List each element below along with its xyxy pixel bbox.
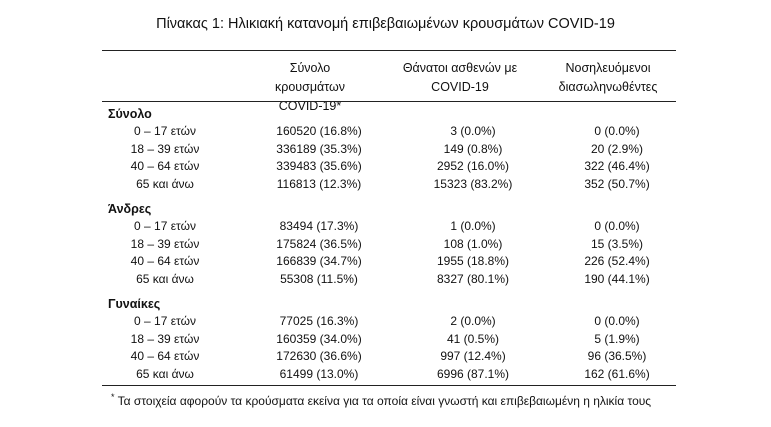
group-total — [108, 106, 676, 193]
column-header-line: COVID-19* — [278, 99, 342, 113]
table-row — [108, 366, 676, 384]
footnote-marker: * — [111, 392, 115, 402]
age-label: 40 – 64 ετών — [130, 254, 200, 269]
table-row — [108, 236, 676, 254]
table-row — [108, 218, 676, 236]
age-label: 0 – 17 ετών — [134, 219, 196, 233]
age-label: 40 – 64 ετών — [130, 349, 200, 364]
intubated-cell: 15 (3.5%) — [590, 236, 644, 251]
intubated-cell: 96 (36.5%) — [587, 349, 647, 364]
intubated-cell: 0 (0.0%) — [594, 124, 640, 138]
age-label: 40 – 64 ετών — [130, 159, 200, 174]
deaths-cell: 997 (12.4%) — [440, 349, 506, 364]
deaths-cell: 41 (0.5%) — [446, 331, 500, 346]
table-row — [108, 176, 676, 194]
cases-cell: 160359 (34.0%) — [276, 331, 362, 346]
table-row — [108, 123, 676, 141]
table-row — [108, 331, 676, 349]
table-bottom-rule — [102, 385, 676, 386]
column-header-line: Θάνατοι ασθενών με — [402, 61, 518, 75]
group-title: Γυναίκες — [108, 297, 161, 311]
cases-cell: 336189 (35.3%) — [276, 141, 362, 156]
deaths-cell: 2952 (16.0%) — [436, 159, 510, 174]
cases-cell: 61499 (13.0%) — [279, 366, 359, 381]
deaths-cell: 1 (0.0%) — [450, 219, 496, 233]
intubated-cell: 226 (52.4%) — [584, 254, 650, 269]
table-title: Πίνακας 1: Ηλικιακή κατανομή επιβεβαιωμένων κρουσμάτων COVID-19 — [156, 16, 615, 32]
table-row — [108, 158, 676, 176]
age-label: 0 – 17 ετών — [134, 314, 196, 328]
cases-cell: 339483 (35.6%) — [276, 159, 362, 174]
cases-cell: 160520 (16.8%) — [276, 124, 362, 138]
column-header-line: διασωληνωθέντες — [558, 80, 658, 94]
deaths-cell: 1955 (18.8%) — [436, 254, 510, 269]
intubated-cell: 190 (44.1%) — [584, 271, 650, 286]
age-label: 18 – 39 ετών — [130, 236, 200, 251]
deaths-cell: 149 (0.8%) — [443, 141, 503, 156]
column-header-line: COVID-19 — [431, 80, 489, 94]
group-men — [108, 201, 676, 288]
age-label: 65 και άνω — [136, 366, 194, 381]
age-label: 18 – 39 ετών — [130, 331, 200, 346]
deaths-cell: 6996 (87.1%) — [436, 366, 510, 381]
column-header-intubated — [548, 59, 668, 97]
age-label: 18 – 39 ετών — [130, 141, 200, 156]
column-header-deaths — [395, 59, 525, 97]
table-row — [108, 271, 676, 289]
deaths-cell: 2 (0.0%) — [450, 314, 496, 328]
intubated-cell: 20 (2.9%) — [590, 141, 644, 156]
cases-cell: 166839 (34.7%) — [276, 254, 362, 269]
intubated-cell: 322 (46.4%) — [584, 159, 650, 174]
cases-cell: 83494 (17.3%) — [279, 219, 359, 233]
column-header-line: Νοσηλευόμενοι — [565, 61, 651, 75]
age-label: 65 και άνω — [136, 271, 194, 286]
footnote — [111, 392, 651, 408]
age-label: 65 και άνω — [136, 176, 194, 191]
age-label: 0 – 17 ετών — [134, 124, 196, 138]
group-title: Άνδρες — [108, 202, 152, 216]
deaths-cell: 15323 (83.2%) — [433, 176, 513, 191]
intubated-cell: 5 (1.9%) — [594, 331, 640, 346]
cases-cell: 175824 (36.5%) — [276, 236, 362, 251]
cases-cell: 116813 (12.3%) — [276, 176, 362, 191]
table-top-rule — [102, 50, 676, 51]
intubated-cell: 0 (0.0%) — [594, 219, 640, 233]
table-row — [108, 253, 676, 271]
deaths-cell: 108 (1.0%) — [443, 236, 503, 251]
intubated-cell: 0 (0.0%) — [594, 314, 640, 328]
cases-cell: 55308 (11.5%) — [280, 271, 358, 286]
table-row — [108, 141, 676, 159]
intubated-cell: 352 (50.7%) — [584, 176, 650, 191]
deaths-cell: 3 (0.0%) — [450, 124, 496, 138]
intubated-cell: 162 (61.6%) — [584, 366, 650, 381]
footnote-text: Τα στοιχεία αφορούν τα κρούσματα εκείνα για τα οποία είναι γνωστή και επιβεβαιωμένη η ηλικία τους — [114, 394, 652, 408]
deaths-cell: 8327 (80.1%) — [436, 271, 510, 286]
cases-cell: 77025 (16.3%) — [279, 314, 359, 328]
group-title: Σύνολο — [108, 107, 152, 121]
cases-cell: 172630 (36.6%) — [276, 349, 362, 364]
table-row — [108, 313, 676, 331]
column-header-line: Σύνολο κρουσμάτων — [274, 61, 346, 94]
table-row — [108, 348, 676, 366]
group-women — [108, 296, 676, 383]
header-rule — [102, 101, 676, 102]
